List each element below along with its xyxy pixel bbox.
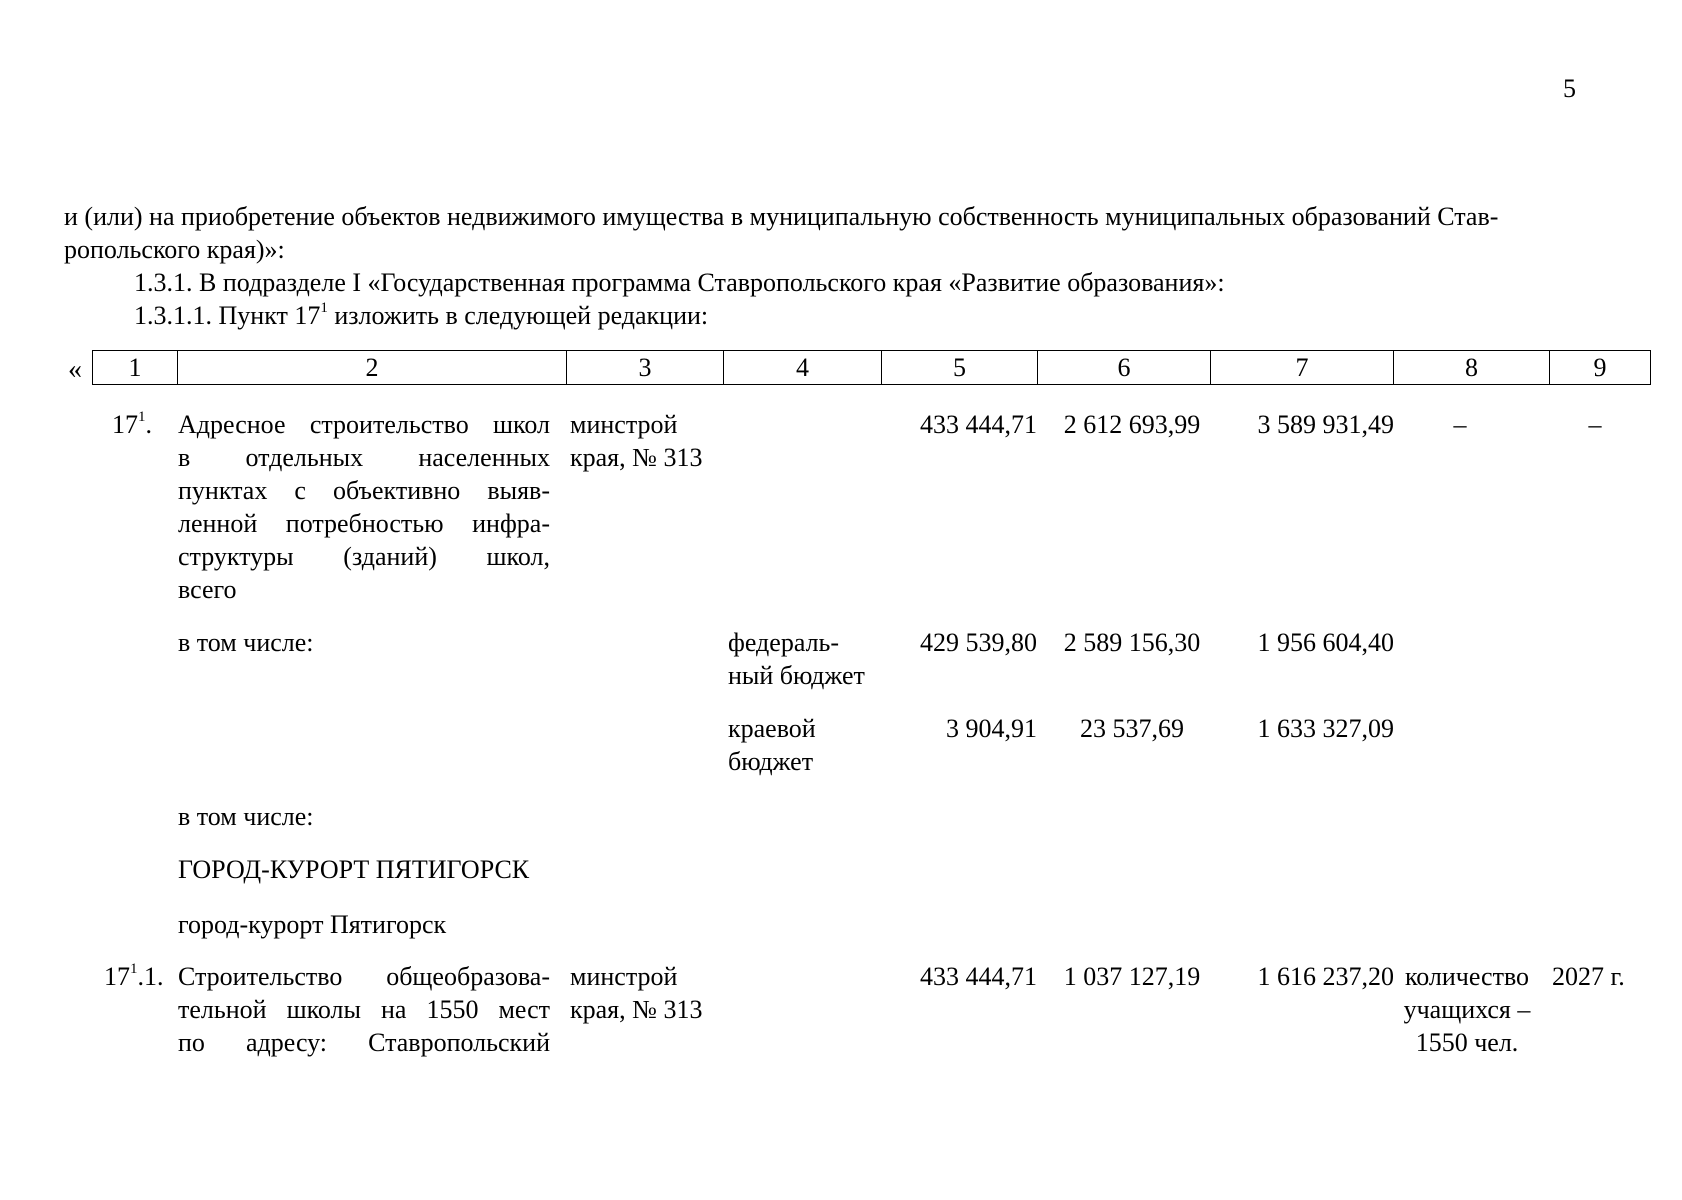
federal-budget-source-line-1: федераль- (728, 628, 840, 657)
row-17-1-1-col5: 433 444,71 (920, 962, 1037, 991)
column-header-table (92, 350, 1651, 385)
regional-budget-col6: 23 537,69 (1080, 714, 1184, 743)
row-17-1-1-col9: 2027 г. (1552, 962, 1625, 991)
row-17-1-desc-line-3: пунктах с объективно выяв- (178, 476, 550, 505)
regional-budget-source-line-2: бюджет (728, 747, 814, 776)
row-17-1-1-number (104, 960, 164, 993)
row-17-1-col9: – (1588, 410, 1602, 439)
row-17-1-1-num-suffix: .1. (137, 962, 164, 991)
row-17-1-desc-line-4: ленной потребностью инфра- (178, 509, 550, 538)
federal-budget-col7: 1 956 604,40 (1257, 628, 1394, 657)
intro-text (64, 200, 1634, 332)
row-17-1-1-col8-line-1: количество (1404, 962, 1530, 991)
row-17-1-desc-line-5: структуры (зданий) школ, (178, 542, 550, 571)
row-17-1-desc-line-6: всего (178, 575, 237, 604)
row-17-1-num-sup: 1 (138, 409, 146, 426)
row-17-1-1-num-sup: 1 (130, 961, 138, 978)
row-17-1-col8: – (1453, 410, 1467, 439)
row-17-1-col7: 3 589 931,49 (1257, 410, 1394, 439)
row-17-1-num-suffix: . (145, 410, 152, 439)
row-17-1-1-col8-line-2: учащихся – (1403, 995, 1531, 1024)
regional-budget-col7: 1 633 327,09 (1257, 714, 1394, 743)
municipality-heading-upper: ГОРОД-КУРОРТ ПЯТИГОРСК (178, 855, 530, 884)
intro-line-4-suffix: изложить в следующей редакции: (327, 301, 709, 330)
row-17-1-executor (570, 408, 702, 474)
regional-budget-source (728, 712, 816, 778)
regional-budget-source-line-1: краевой (728, 714, 816, 743)
including-label-1: в том числе: (178, 628, 314, 657)
row-17-1-1-col8-line-3: 1550 чел. (1415, 1028, 1519, 1057)
column-header-4: 4 (724, 351, 882, 385)
row-17-1-1-executor (570, 960, 702, 1026)
intro-line-4-prefix: 1.3.1.1. Пункт 17 (134, 301, 321, 330)
row-17-1-num: 17 (112, 410, 138, 439)
row-17-1-number (112, 408, 152, 441)
column-header-9: 9 (1550, 351, 1651, 385)
intro-line-4 (64, 299, 1634, 332)
column-header-6: 6 (1038, 351, 1211, 385)
row-17-1-1-executor-line-1: минстрой (570, 962, 678, 991)
intro-line-2: ропольского края)»: (64, 235, 285, 264)
row-17-1-desc-line-1: Адресное строительство школ (178, 410, 550, 439)
column-header-row (93, 351, 1651, 385)
column-header-7: 7 (1211, 351, 1394, 385)
row-17-1-desc-line-2: в отдельных населенных (178, 443, 550, 472)
federal-budget-source (728, 626, 865, 692)
page-number: 5 (1563, 74, 1576, 103)
regional-budget-col5: 3 904,91 (946, 714, 1037, 743)
row-17-1-1-description (178, 960, 550, 1059)
intro-line-1: и (или) на приобретение объектов недвижимого имущества в муниципальную собственность муниципальных образований Став- (64, 202, 1499, 231)
intro-line-3: 1.3.1. В подразделе I «Государственная программа Ставропольского края «Развитие образования»: (134, 268, 1225, 297)
row-17-1-1-num: 17 (104, 962, 130, 991)
row-17-1-1-col6: 1 037 127,19 (1063, 962, 1201, 991)
intro-line-4-sup: 1 (320, 300, 328, 317)
row-17-1-1-desc-line-1: Строительство общеобразова- (178, 962, 550, 991)
row-17-1-1-executor-line-2: края, № 313 (570, 995, 703, 1024)
row-17-1-1-desc-line-2: тельной школы на 1550 мест (178, 995, 550, 1024)
row-17-1-description (178, 408, 550, 606)
federal-budget-col5: 429 539,80 (920, 628, 1037, 657)
column-header-3: 3 (567, 351, 724, 385)
column-header-2: 2 (178, 351, 567, 385)
row-17-1-1-col7: 1 616 237,20 (1257, 962, 1394, 991)
federal-budget-source-line-2: ный бюджет (728, 661, 865, 690)
row-17-1-1-col8 (1392, 960, 1542, 1059)
row-17-1-executor-line-1: минстрой (570, 410, 678, 439)
row-17-1-col5: 433 444,71 (920, 410, 1037, 439)
row-17-1-col6: 2 612 693,99 (1063, 410, 1201, 439)
column-header-5: 5 (882, 351, 1038, 385)
column-header-8: 8 (1394, 351, 1550, 385)
opening-quote: « (68, 354, 82, 385)
including-label-2: в том числе: (178, 802, 314, 831)
row-17-1-1-desc-line-3: по адресу: Ставропольский (178, 1028, 550, 1057)
row-17-1-executor-line-2: края, № 313 (570, 443, 703, 472)
federal-budget-col6: 2 589 156,30 (1063, 628, 1201, 657)
municipality-heading: город-курорт Пятигорск (178, 910, 447, 939)
column-header-1: 1 (93, 351, 178, 385)
